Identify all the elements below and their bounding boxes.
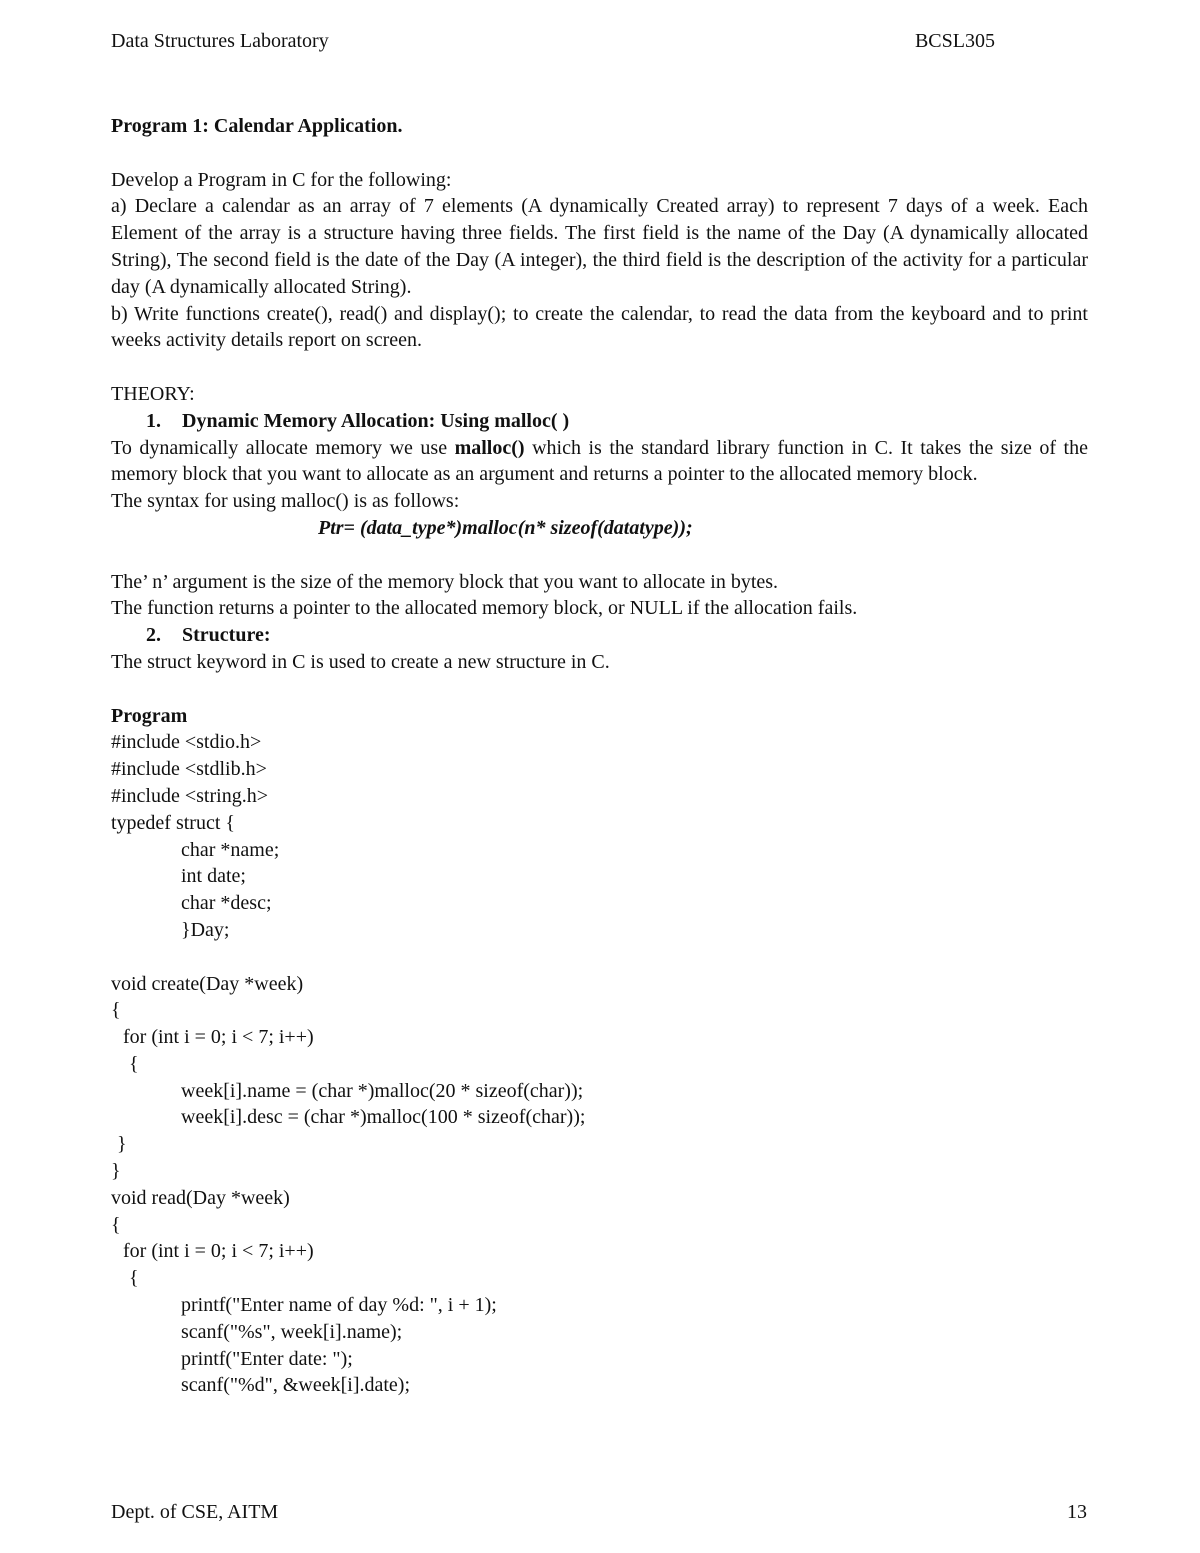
page-header xyxy=(111,30,995,53)
malloc-formula: Ptr= (data_type*)malloc(n* sizeof(datatype)); xyxy=(318,516,693,539)
code-line: } xyxy=(111,1160,121,1183)
item-1-number: 1. xyxy=(146,409,161,432)
part-a-text: a) Declare a calendar as an array of 7 elements (A dynamically Created array) to represent 7 days of a week. Each Element of the array is a structure having three fields. The first field is the name of the Day (A dynamically allocated String), The second field is the date of the Day (A integer), the third field is the description of the activity for a particular day (A dynamically allocated String). xyxy=(111,195,1088,298)
code-line: week[i].desc = (char *)malloc(100 * sizeof(char)); xyxy=(181,1106,586,1129)
code-line: }Day; xyxy=(181,918,230,941)
code-line: for (int i = 0; i < 7; i++) xyxy=(123,1026,314,1049)
malloc-description xyxy=(111,435,1088,489)
item-2-number: 2. xyxy=(146,624,161,647)
code-line: void read(Day *week) xyxy=(111,1186,290,1209)
code-line: scanf("%s", week[i].name); xyxy=(181,1320,403,1343)
code-line: { xyxy=(129,1052,139,1075)
malloc-text-pre: To dynamically allocate memory we use xyxy=(111,436,455,459)
intro-text: Develop a Program in C for the following: xyxy=(111,168,452,191)
struct-text: The struct keyword in C is used to create a new structure in C. xyxy=(111,650,610,673)
code-line: printf("Enter date: "); xyxy=(181,1347,353,1370)
code-line: { xyxy=(111,999,121,1022)
page-number: 13 xyxy=(1067,1501,1087,1523)
code-line: scanf("%d", &week[i].date); xyxy=(181,1374,411,1397)
malloc-bold: malloc() xyxy=(454,436,525,459)
code-line: char *name; xyxy=(181,838,280,861)
code-line: #include <stdio.h> xyxy=(111,731,262,754)
code-line: { xyxy=(111,1213,121,1236)
item-1-title: Dynamic Memory Allocation: Using malloc( ) xyxy=(182,409,570,432)
code-line: printf("Enter name of day %d: ", i + 1); xyxy=(181,1294,497,1317)
item-2-title: Structure: xyxy=(182,624,271,647)
footer-department: Dept. of CSE, AITM xyxy=(111,1501,279,1523)
part-b-text: b) Write functions create(), read() and display(); to create the calendar, to read the data from the keyboard and to print weeks activity details report on screen. xyxy=(111,302,1088,352)
code-line: int date; xyxy=(181,865,246,888)
code-line: week[i].name = (char *)malloc(20 * sizeof(char)); xyxy=(181,1079,584,1102)
program-label: Program xyxy=(111,704,188,727)
page-footer xyxy=(111,1501,1087,1524)
malloc-text-post: which is the standard library function in C. It takes the size of the memory block that you want to allocate as an argument and returns a pointer to the allocated memory block. xyxy=(111,436,1088,486)
code-line: } xyxy=(117,1133,127,1156)
page-content xyxy=(111,113,1088,1399)
code-line: void create(Day *week) xyxy=(111,972,304,995)
code-line: typedef struct { xyxy=(111,811,236,834)
syntax-intro: The syntax for using malloc() is as follows: xyxy=(111,490,460,513)
return-text: The function returns a pointer to the allocated memory block, or NULL if the allocation fails. xyxy=(111,597,858,620)
theory-item-2 xyxy=(111,622,1088,649)
code-line: #include <stdlib.h> xyxy=(111,758,267,781)
code-block xyxy=(111,729,1088,1399)
argument-text: The’ n’ argument is the size of the memory block that you want to allocate in bytes. xyxy=(111,570,779,593)
code-line: { xyxy=(129,1267,139,1290)
program-title: Program 1: Calendar Application. xyxy=(111,115,403,137)
theory-label: THEORY: xyxy=(111,382,195,405)
theory-item-1 xyxy=(111,408,1088,435)
code-line: #include <string.h> xyxy=(111,784,268,807)
code-line: for (int i = 0; i < 7; i++) xyxy=(123,1240,314,1263)
header-course-title: Data Structures Laboratory xyxy=(111,30,329,52)
code-line: char *desc; xyxy=(181,892,272,915)
header-course-code: BCSL305 xyxy=(914,30,995,52)
